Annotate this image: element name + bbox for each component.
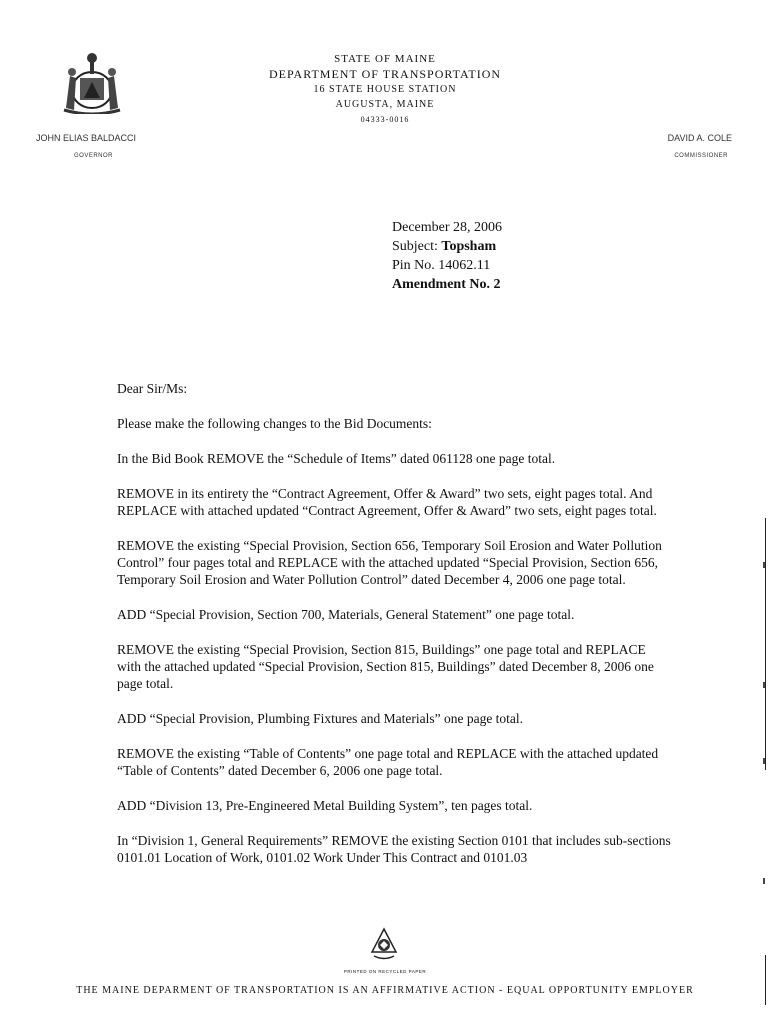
recycle-icon [366,926,402,962]
body-paragraph: REMOVE the existing “Special Provision, Section 656, Temporary Soil Erosion and Water Pollution Control” four pages total and REPLACE with the attached updated “Special Provision, Section 656, Temporary Soil Erosion and Water Pollution Control” dated December 4, 2006 one page total. [117,538,662,587]
amendment-number: Amendment No. 2 [392,277,501,292]
body-paragraph: In the Bid Book REMOVE the “Schedule of Items” dated 061128 one page total. [117,451,556,466]
letterhead [235,52,535,127]
letterhead-city: AUGUSTA, MAINE [335,99,435,110]
body-paragraph: Please make the following changes to the Bid Documents: [117,416,432,431]
body-paragraph: REMOVE the existing “Table of Contents” one page total and REPLACE with the attached updated “Table of Contents” dated December 6, 2006 one page total. [117,746,659,778]
letter-body [117,380,672,884]
footer-statement: THE MAINE DEPARMENT OF TRANSPORTATION IS AN AFFIRMATIVE ACTION - EQUAL OPPORTUNITY EMPLOYER [76,985,694,996]
letterhead-department: DEPARTMENT OF TRANSPORTATION [268,67,502,81]
letter-date: December 28, 2006 [392,220,503,235]
scan-margin-mark [763,878,765,884]
subject-label: Subject: [392,239,442,254]
commissioner-name: DAVID A. COLE [667,133,732,143]
scan-margin-line [765,955,766,1005]
governor-block [36,132,136,162]
body-paragraph: ADD “Special Provision, Plumbing Fixtures and Materials” one page total. [117,711,524,726]
body-paragraph: REMOVE in its entirety the “Contract Agreement, Offer & Award” two sets, eight pages total. And REPLACE with attached updated “Contract Agreement, Offer & Award” two sets, eight pages total. [117,486,657,518]
printed-on-recycled-note: PRINTED ON RECYCLED PAPER [343,969,427,974]
body-paragraph: REMOVE the existing “Special Provision, Section 815, Buildings” one page total and REPLACE with the attached updated “Special Provision, Section 815, Buildings” dated December 8, 2006 one page total. [117,642,654,691]
letter-subject [392,237,502,256]
letterhead-station: 16 STATE HOUSE STATION [313,84,457,95]
scan-margin-mark [763,758,765,764]
body-paragraph: ADD “Division 13, Pre-Engineered Metal Building System”, ten pages total. [117,798,533,813]
salutation: Dear Sir/Ms: [117,381,188,396]
letterhead-zip: 04333-0016 [360,115,410,124]
state-seal-icon [60,48,124,114]
letterhead-state: STATE OF MAINE [334,53,436,65]
letter-meta [392,218,502,294]
scan-margin-mark [763,562,765,568]
subject-value: Topsham [441,239,497,254]
pin-number: Pin No. 14062.11 [392,258,491,273]
commissioner-block [668,132,732,162]
body-paragraph: In “Division 1, General Requirements” REMOVE the existing Section 0101 that includes sub-sections 0101.01 Location of Work, 0101.02 Work Under This Contract and 0101.03 [117,833,671,865]
body-paragraph: ADD “Special Provision, Section 700, Materials, General Statement” one page total. [117,607,575,622]
governor-title: GOVERNOR [74,153,114,159]
scan-margin-line [765,518,766,770]
commissioner-title: COMMISSIONER [674,153,728,159]
governor-name: JOHN ELIAS BALDACCI [36,133,137,143]
scan-margin-mark [763,682,765,688]
